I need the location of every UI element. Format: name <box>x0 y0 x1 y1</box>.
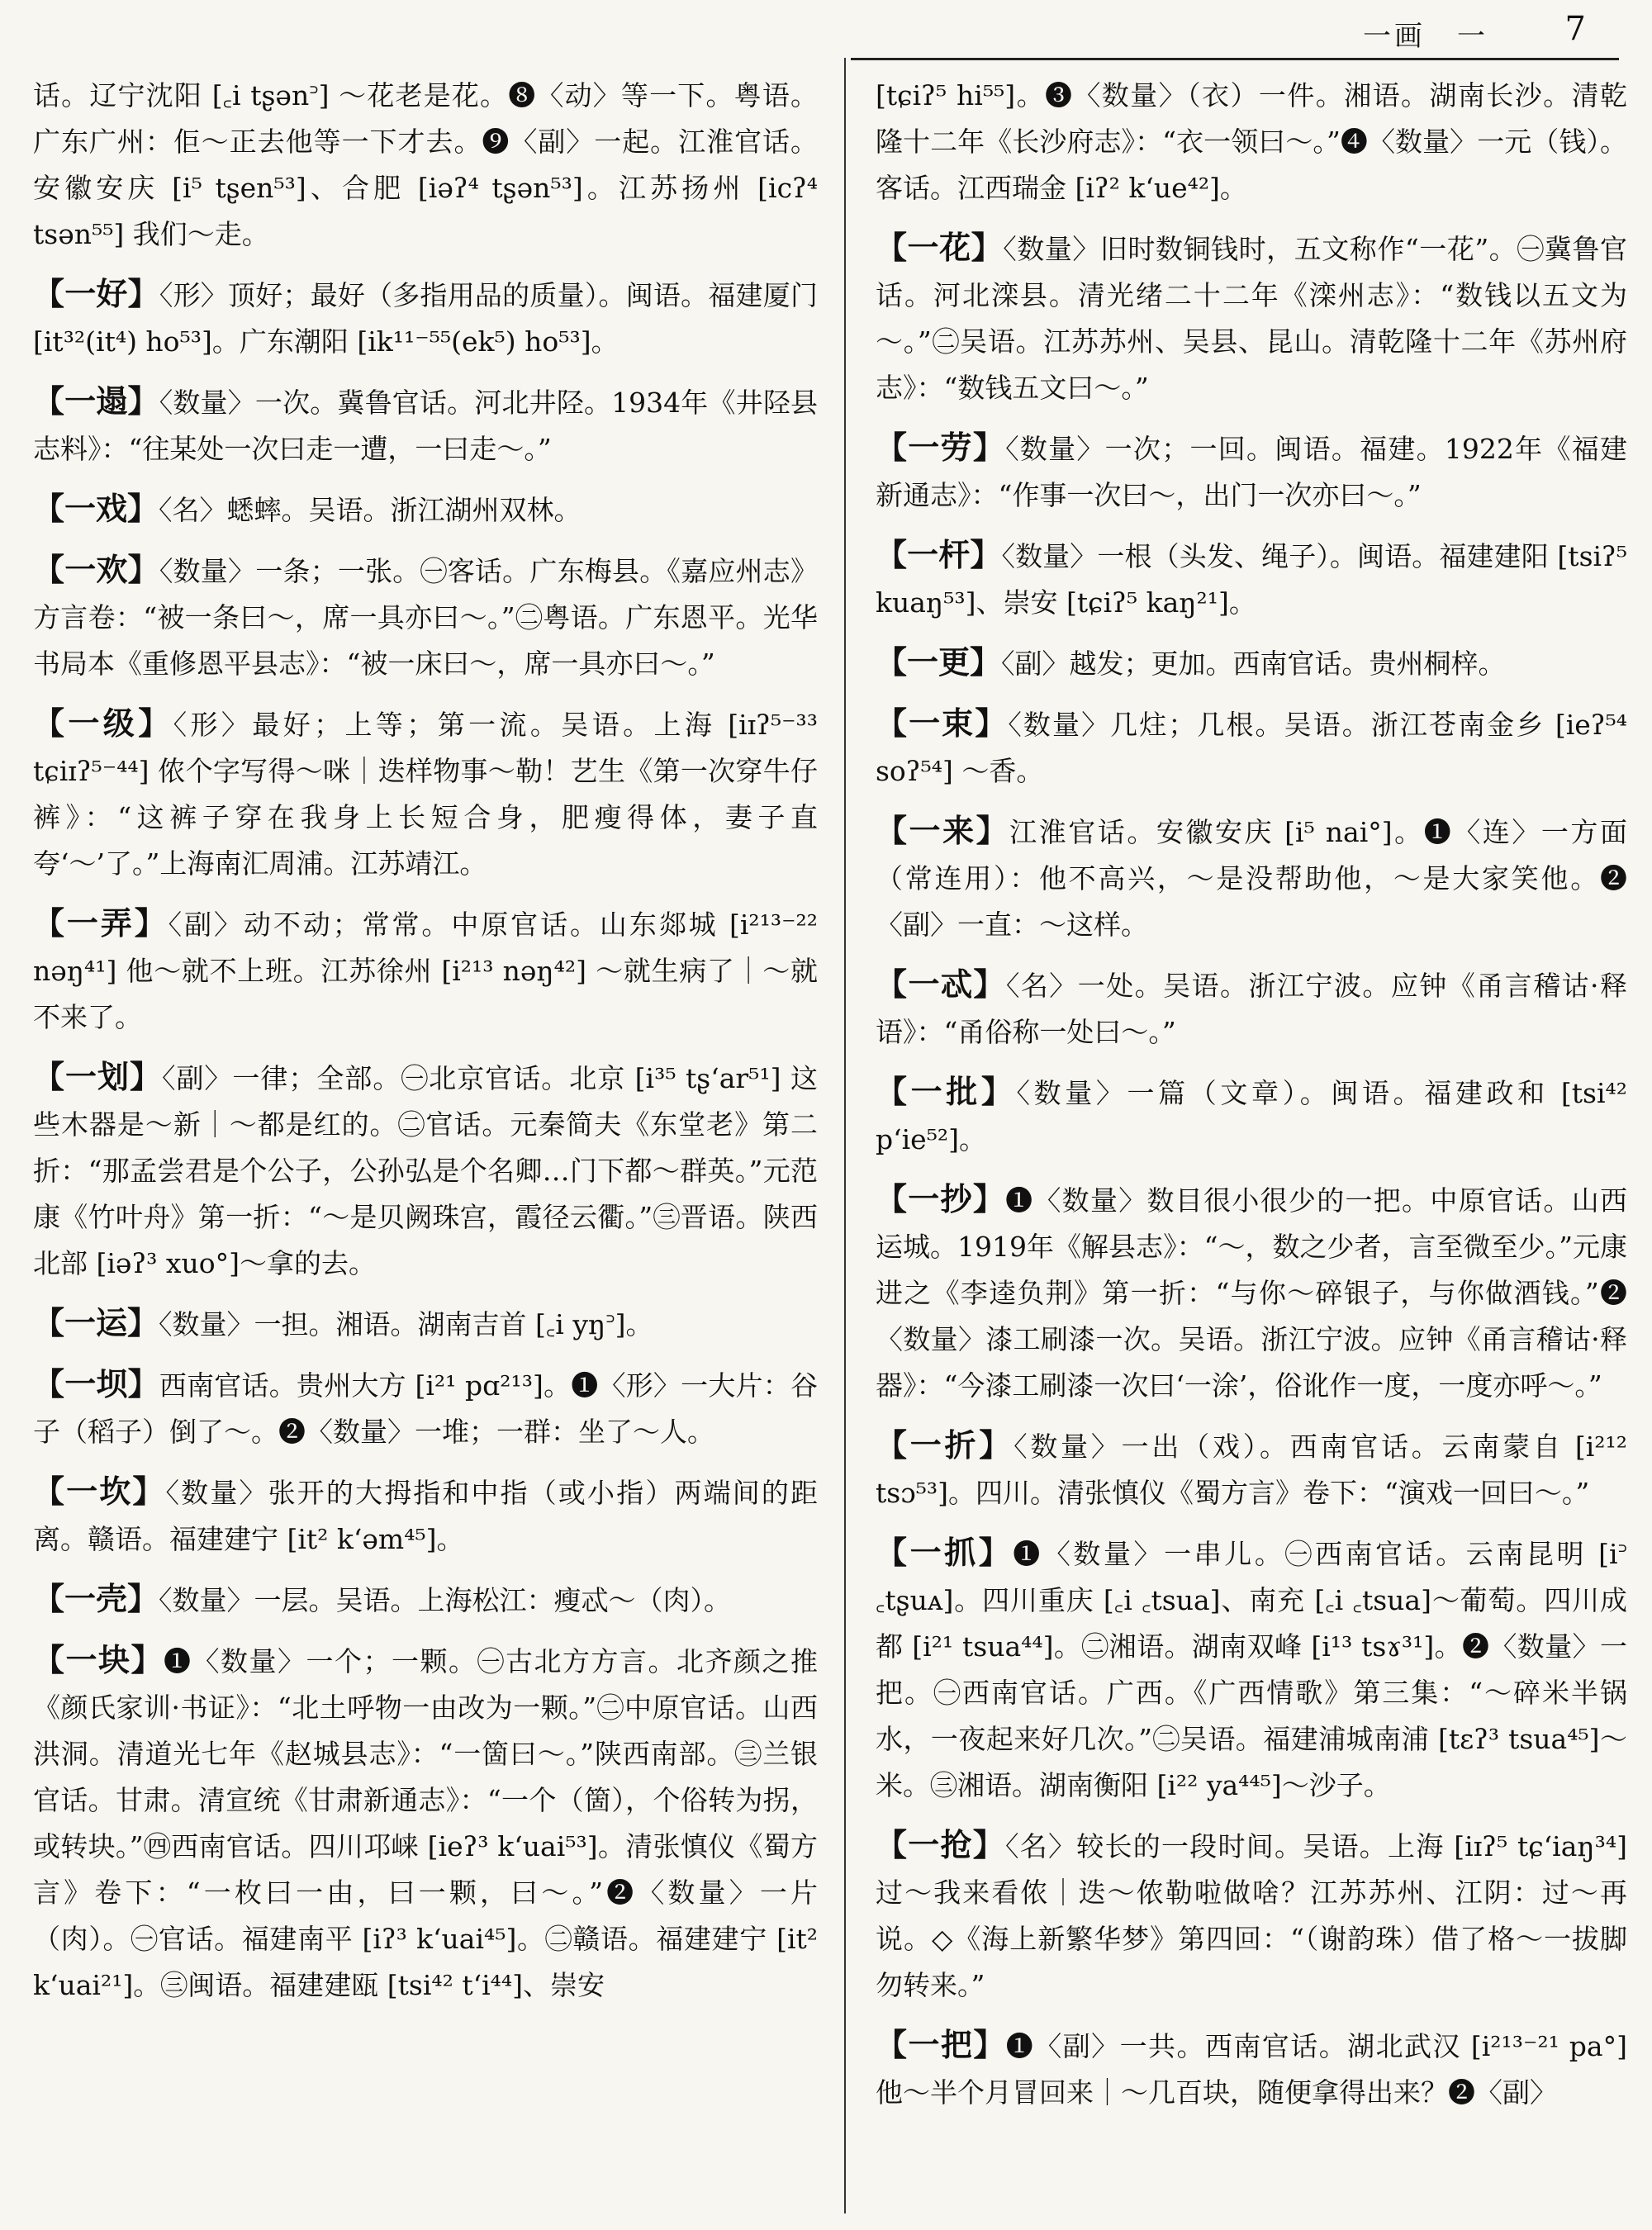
entry-headword: 【一欢】 <box>33 551 159 588</box>
dictionary-entry <box>33 1300 818 1348</box>
right-column <box>876 73 1627 2129</box>
entry-headword: 【一劳】 <box>876 429 1006 466</box>
dictionary-entry <box>33 1054 818 1287</box>
entry-definition: 江淮官话。安徽安庆 [i⁵ nai°]。❶〈连〉一方面（常连用）：他不高兴，～是没帮助他，～是大家笑他。❷〈副〉一直：～这样。 <box>876 816 1627 941</box>
dictionary-entry <box>33 378 818 472</box>
dictionary-entry <box>876 808 1627 948</box>
entry-headword: 【一抢】 <box>876 1826 1006 1863</box>
dictionary-entry <box>33 1468 818 1563</box>
entry-headword: 【一抓】 <box>876 1534 1014 1571</box>
entry-headword: 【一戏】 <box>33 490 159 527</box>
entry-definition: 〈名〉蟋蟀。吴语。浙江湖州双林。 <box>159 494 582 526</box>
entry-definition: 〈数量〉旧时数铜钱时，五文称作“一花”。㊀冀鲁官话。河北滦县。清光绪二十二年《滦州志》：“数钱以五文为～。”㊁吴语。江苏苏州、吴县、昆山。清乾隆十二年《苏州府志》：“数钱五文曰～。” <box>876 233 1627 404</box>
dictionary-entry <box>876 639 1627 687</box>
entry-headword: 【一花】 <box>876 229 1004 266</box>
entry-headword: 【一杆】 <box>876 536 1002 573</box>
running-header <box>851 0 1619 60</box>
page-number: 7 <box>1564 10 1586 48</box>
entry-definition: 〈名〉较长的一段时间。吴语。上海 [iɪʔ⁵ tɕʻiaŋ³⁴] 过～我来看侬｜迭～侬勒啦做啥？江苏苏州、江阴：过～再说。◇《海上新繁华梦》第四回：“（谢韵珠）借了格～一拔脚勿转来。” <box>876 1830 1627 2001</box>
continuation-text: 话。辽宁沈阳 [꜀i tʂən꜄] ～花老是花。❽〈动〉等一下。粤语。广东广州：佢～正去他等一下才去。❾〈副〉一起。江淮官话。安徽安庆 [i⁵ tʂen⁵³]、合肥 [iəʔ⁴ tʂən⁵³]。江苏扬州 [icʔ⁴ tsən⁵⁵] 我们～走。 <box>33 79 818 250</box>
entry-headword: 【一忒】 <box>876 966 1006 1003</box>
entry-headword: 【一弄】 <box>33 904 169 942</box>
dictionary-entry <box>33 486 818 534</box>
dictionary-entry <box>33 900 818 1041</box>
continuation-text: [tɕiʔ⁵ hi⁵⁵]。❸〈数量〉（衣）一件。湘语。湖南长沙。清乾隆十二年《长沙府志》：“衣一领曰～。”❹〈数量〉一元（钱）。客话。江西瑞金 [iʔ² kʻue⁴²]。 <box>876 79 1627 204</box>
dictionary-entry <box>33 700 818 887</box>
dictionary-entry <box>876 532 1627 626</box>
entry-headword: 【一块】 <box>33 1641 164 1678</box>
entry-definition: 〈数量〉一层。吴语。上海松江：瘦忒～（肉）。 <box>159 1584 732 1616</box>
dictionary-entry <box>876 1422 1627 1516</box>
entry-headword: 【一坝】 <box>33 1365 159 1402</box>
entry-definition: 〈数量〉一条；一张。㊀客话。广东梅县。《嘉应州志》方言卷：“被一条曰～，席一具亦曰～。”㊁粤语。广东恩平。光华书局本《重修恩平县志》：“被一床曰～，席一具亦曰～。” <box>33 555 818 680</box>
entry-headword: 【一好】 <box>33 275 159 312</box>
entry-headword: 【一级】 <box>33 705 173 742</box>
column-divider <box>844 58 846 2213</box>
entry-headword: 【一抄】 <box>876 1180 1006 1217</box>
entry-definition: 〈数量〉一担。湘语。湖南吉首 [꜀i yŋ꜄]。 <box>159 1308 653 1340</box>
entry-definition: 〈数量〉一出（戏）。西南官话。云南蒙自 [i²¹² tsɔ⁵³]。四川。清张慎仪《蜀方言》卷下：“演戏一回曰～。” <box>876 1431 1627 1509</box>
section-title: 一画 一 <box>1363 20 1488 53</box>
entry-headword: 【一束】 <box>876 705 1009 742</box>
dictionary-entry <box>33 1576 818 1624</box>
dictionary-entry <box>33 547 818 687</box>
dictionary-entry <box>876 1069 1627 1163</box>
entry-headword: 【一批】 <box>876 1073 1017 1110</box>
entry-headword: 【一壳】 <box>33 1580 159 1617</box>
dictionary-entry <box>33 1637 818 2009</box>
entry-definition: 〈形〉最好；上等；第一流。吴语。上海 [iɪʔ⁵⁻³³ tɕiɪʔ⁵⁻⁴⁴] 侬个字写得～咪｜迭样物事～勒！艺生《第一次穿牛仔裤》：“这裤子穿在我身上长短合身，肥瘦得体，妻子直夸‘～’了。”上海南汇周浦。江苏靖江。 <box>33 709 818 880</box>
entry-definition: 〈副〉一律；全部。㊀北京官话。北京 [i³⁵ tʂʻar⁵¹] 这些木器是～新｜～都是红的。㊁官话。元秦简夫《东堂老》第二折：“那孟尝君是个公子，公孙弘是个名卿…门下都～群英。”元范康《竹叶舟》第一折：“～是贝阙珠宫，霞径云衢。”㊂晋语。陕西北部 [iəʔ³ xuo°]～拿的去。 <box>33 1062 818 1279</box>
entry-definition: 〈数量〉一次。冀鲁官话。河北井陉。1934年《井陉县志料》：“往某处一次曰走一遭，一曰走～。” <box>33 387 818 465</box>
entry-definition: 〈副〉动不动；常常。中原官话。山东郯城 [i²¹³⁻²² nəŋ⁴¹] 他～就不上班。江苏徐州 [i²¹³ nəŋ⁴²] ～就生病了｜～就不来了。 <box>33 909 818 1033</box>
entry-definition: 〈副〉越发；更加。西南官话。贵州桐梓。 <box>1001 648 1506 680</box>
entry-definition: 〈数量〉几炷；几根。吴语。浙江苍南金乡 [ieʔ⁵⁴ soʔ⁵⁴] ～香。 <box>876 709 1627 787</box>
entry-definition: 西南官话。贵州大方 [i²¹ pɑ²¹³]。❶〈形〉一大片：谷子（稻子）倒了～。❷〈数量〉一堆；一群：坐了～人。 <box>33 1369 818 1448</box>
entry-definition: 〈名〉一处。吴语。浙江宁波。应钟《甬言稽诂·释语》：“甬俗称一处曰～。” <box>876 970 1627 1048</box>
dictionary-entry <box>876 1530 1627 1809</box>
entry-definition: 〈数量〉张开的大拇指和中指（或小指）两端间的距离。赣语。福建建宁 [it² kʻəm⁴⁵]。 <box>33 1477 818 1555</box>
dictionary-entry <box>33 271 818 365</box>
dictionary-entry <box>876 1822 1627 2009</box>
entry-headword: 【一把】 <box>876 2026 1006 2063</box>
entry-headword: 【一遢】 <box>33 382 159 420</box>
entry-headword: 【一运】 <box>33 1304 159 1341</box>
entry-headword: 【一划】 <box>33 1058 162 1095</box>
dictionary-entry <box>33 1361 818 1455</box>
entry-definition: 〈形〉顶好；最好（多指用品的质量）。闽语。福建厦门 [it³²(it⁴) ho⁵³]。广东潮阳 [ik¹¹⁻⁵⁵(ek⁵) ho⁵³]。 <box>33 279 818 358</box>
entry-definition: ❶〈数量〉数目很小很少的一把。中原官话。山西运城。1919年《解县志》：“～，数之少者，言至微至少。”元康进之《李逵负荆》第一折：“与你～碎银子，与你做酒钱。”❷〈数量〉漆工刷漆一次。吴语。浙江宁波。应钟《甬言稽诂·释器》：“今漆工刷漆一次曰‘一涂’，俗讹作一度，一度亦呼～。” <box>876 1184 1627 1402</box>
entry-definition: 〈数量〉一根（头发、绳子）。闽语。福建建阳 [tsiʔ⁵ kuaŋ⁵³]、崇安 [tɕiʔ⁵ kaŋ²¹]。 <box>876 540 1627 619</box>
entry-headword: 【一更】 <box>876 643 1002 681</box>
entry-headword: 【一坎】 <box>33 1473 166 1510</box>
entry-definition: ❶〈副〉一共。西南官话。湖北武汉 [i²¹³⁻²¹ pa°] 他～半个月冒回来｜～几百块，随便拿得出来？❷〈副〉 <box>876 2030 1627 2109</box>
dictionary-entry <box>876 2022 1627 2116</box>
dictionary-entry <box>876 225 1627 411</box>
left-column <box>33 73 818 2022</box>
entry-definition: 〈数量〉一篇（文章）。闽语。福建政和 [tsi⁴² pʻie⁵²]。 <box>876 1077 1627 1155</box>
dictionary-entry <box>876 961 1627 1056</box>
dictionary-entry <box>876 1176 1627 1409</box>
entry-headword: 【一来】 <box>876 812 1010 849</box>
entry-definition: ❶〈数量〉一串儿。㊀西南官话。云南昆明 [i꜄ ꜀tʂuᴀ]。四川重庆 [꜀i ꜀tsua]、南充 [꜀i ꜀tsua]～葡萄。四川成都 [i²¹ tsua⁴⁴]。㊁湘语。湖南双峰 [i¹³ tsɤ³¹]。❷〈数量〉一把。㊀西南官话。广西。《广西情歌》第三集：“～碎米半锅水，一夜起来好几次。”㊁吴语。福建浦城南浦 [tɛʔ³ tsua⁴⁵]～米。㊂湘语。湖南衡阳 [i²² ya⁴⁴⁵]～沙子。 <box>876 1538 1627 1801</box>
dictionary-entry <box>876 425 1627 519</box>
dictionary-entry <box>876 700 1627 795</box>
entry-definition: 〈数量〉一次；一回。闽语。福建。1922年《福建新通志》：“作事一次曰～，出门一次亦曰～。” <box>876 433 1627 511</box>
entry-headword: 【一折】 <box>876 1426 1014 1464</box>
entry-definition: ❶〈数量〉一个；一颗。㊀古北方方言。北齐颜之推《颜氏家训·书证》：“北土呼物一由改为一颗。”㊁中原官话。山西洪洞。清道光七年《赵城县志》：“一箇曰～。”陕西南部。㊂兰银官话。甘肃。清宣统《甘肃新通志》：“一个（箇），个俗转为拐，或转块。”㊃西南官话。四川邛崃 [ieʔ³ kʻuai⁵³]。清张慎仪《蜀方言》卷下：“一枚曰一由，曰一颗，曰～。”❷〈数量〉一片（肉）。㊀官话。福建南平 [iʔ³ kʻuai⁴⁵]。㊁赣语。福建建宁 [it² kʻuai²¹]。㊂闽语。福建建瓯 [tsi⁴² tʻi⁴⁴]、崇安 <box>33 1645 818 2001</box>
